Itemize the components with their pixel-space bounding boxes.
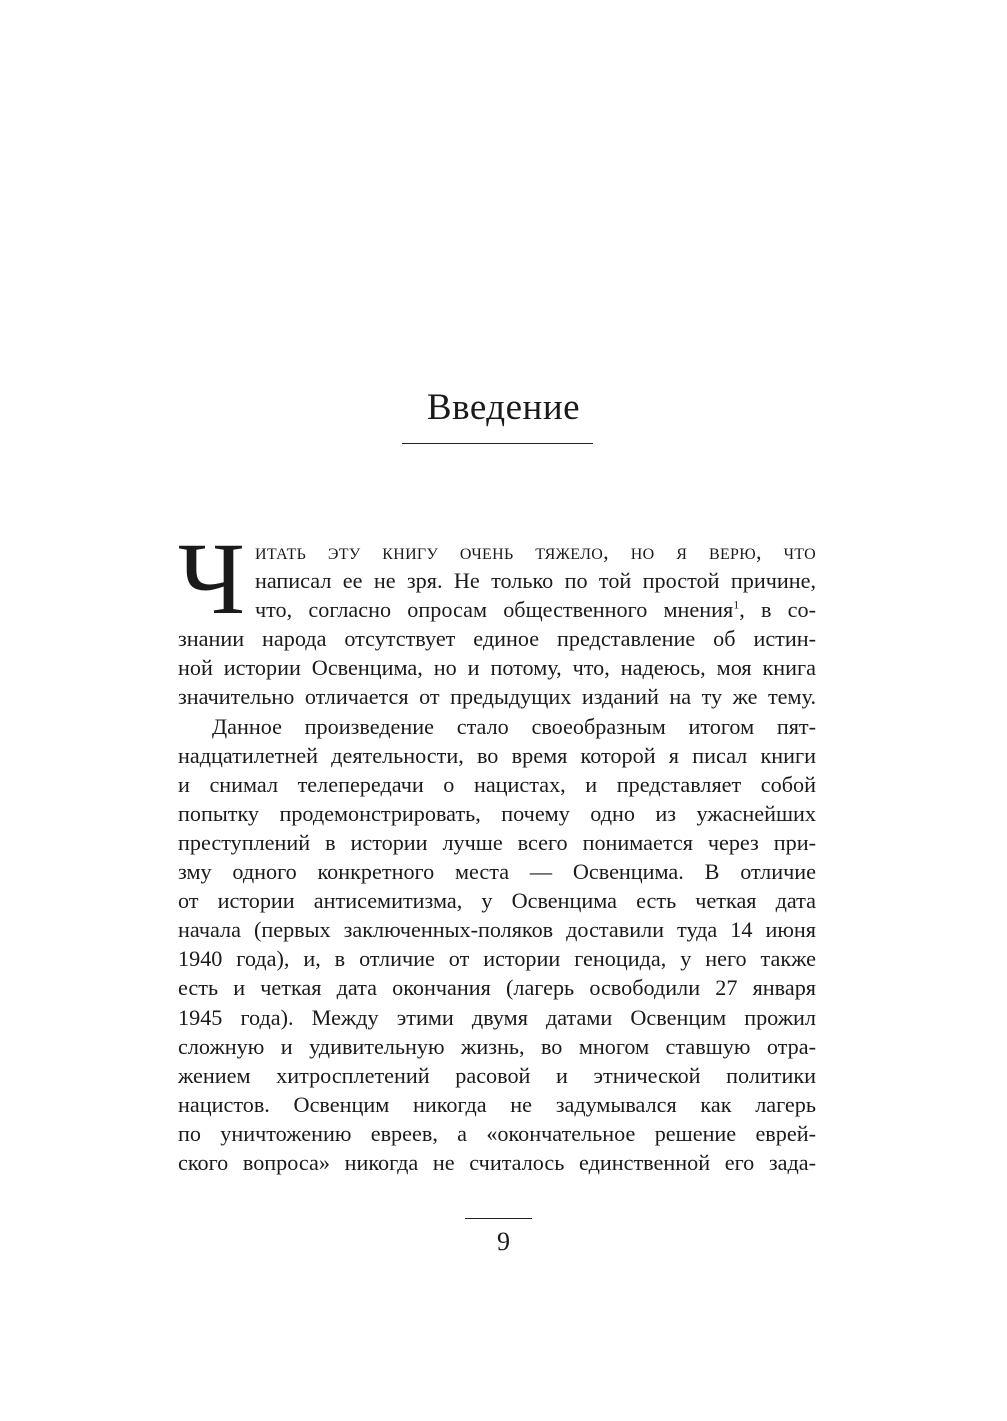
chapter-title: Введение: [426, 387, 581, 428]
text-fragment: , в со-: [739, 597, 816, 623]
page-number-rule: [465, 1218, 532, 1219]
text-line: итать эту книгу очень тяжело, но я верю, что: [255, 539, 816, 564]
text-line: сложную и удивительную жизнь, во многом ставшую отра-: [178, 1033, 816, 1059]
page-number: 9: [497, 1227, 510, 1256]
text-line: ского вопроса» никогда не считалось единственной его зада-: [178, 1149, 816, 1175]
text-line: Данное произведение стало своеобразным итогом пят-: [212, 713, 816, 739]
text-line: начала (первых заключенных-поляков доставили туда 14 июня: [178, 917, 816, 943]
text-line: и снимал телепередачи о нацистах, и представляет собой: [178, 771, 816, 797]
text-line: 1945 года). Между этими двумя датами Освенцим прожил: [178, 1004, 816, 1030]
title-underline: [402, 443, 593, 444]
text-line: надцатилетней деятельности, во время которой я писал книги: [178, 742, 816, 768]
text-line: нацистов. Освенцим никогда не задумывался как лагерь: [178, 1091, 816, 1117]
drop-cap: Ч: [178, 522, 245, 636]
text-line: преступлений в истории лучше всего понимается через при-: [178, 829, 816, 855]
text-line: по уничтожению евреев, а «окончательное решение еврей-: [178, 1120, 816, 1146]
text-fragment: что, согласно опросам общественного мнения: [255, 597, 734, 623]
text-line: [178, 595, 816, 624]
text-line: зму одного конкретного места — Освенцима. В отличие: [178, 859, 816, 885]
text-line: 1940 года), и, в отличие от истории геноцида, у него также: [178, 946, 816, 972]
footnote-marker[interactable]: 1: [733, 597, 740, 612]
text-line: знании народа отсутствует единое представление об истин-: [178, 626, 816, 652]
text-line: написал ее не зря. Не только по той простой причине,: [255, 568, 816, 594]
text-line: попытку продемонстрировать, почему одно из ужаснейших: [178, 800, 816, 826]
text-line: есть и четкая дата окончания (лагерь освободили 27 января: [178, 975, 816, 1001]
text-line: жением хитросплетений расовой и этнической политики: [178, 1062, 816, 1088]
body-text: [178, 522, 816, 1177]
text-line: от истории антисемитизма, у Освенцима есть четкая дата: [178, 888, 816, 914]
text-line: ной истории Освенцима, но и потому, что, надеюсь, моя книга: [178, 655, 816, 681]
text-line: значительно отличается от предыдущих изданий на ту же тему.: [178, 684, 816, 710]
